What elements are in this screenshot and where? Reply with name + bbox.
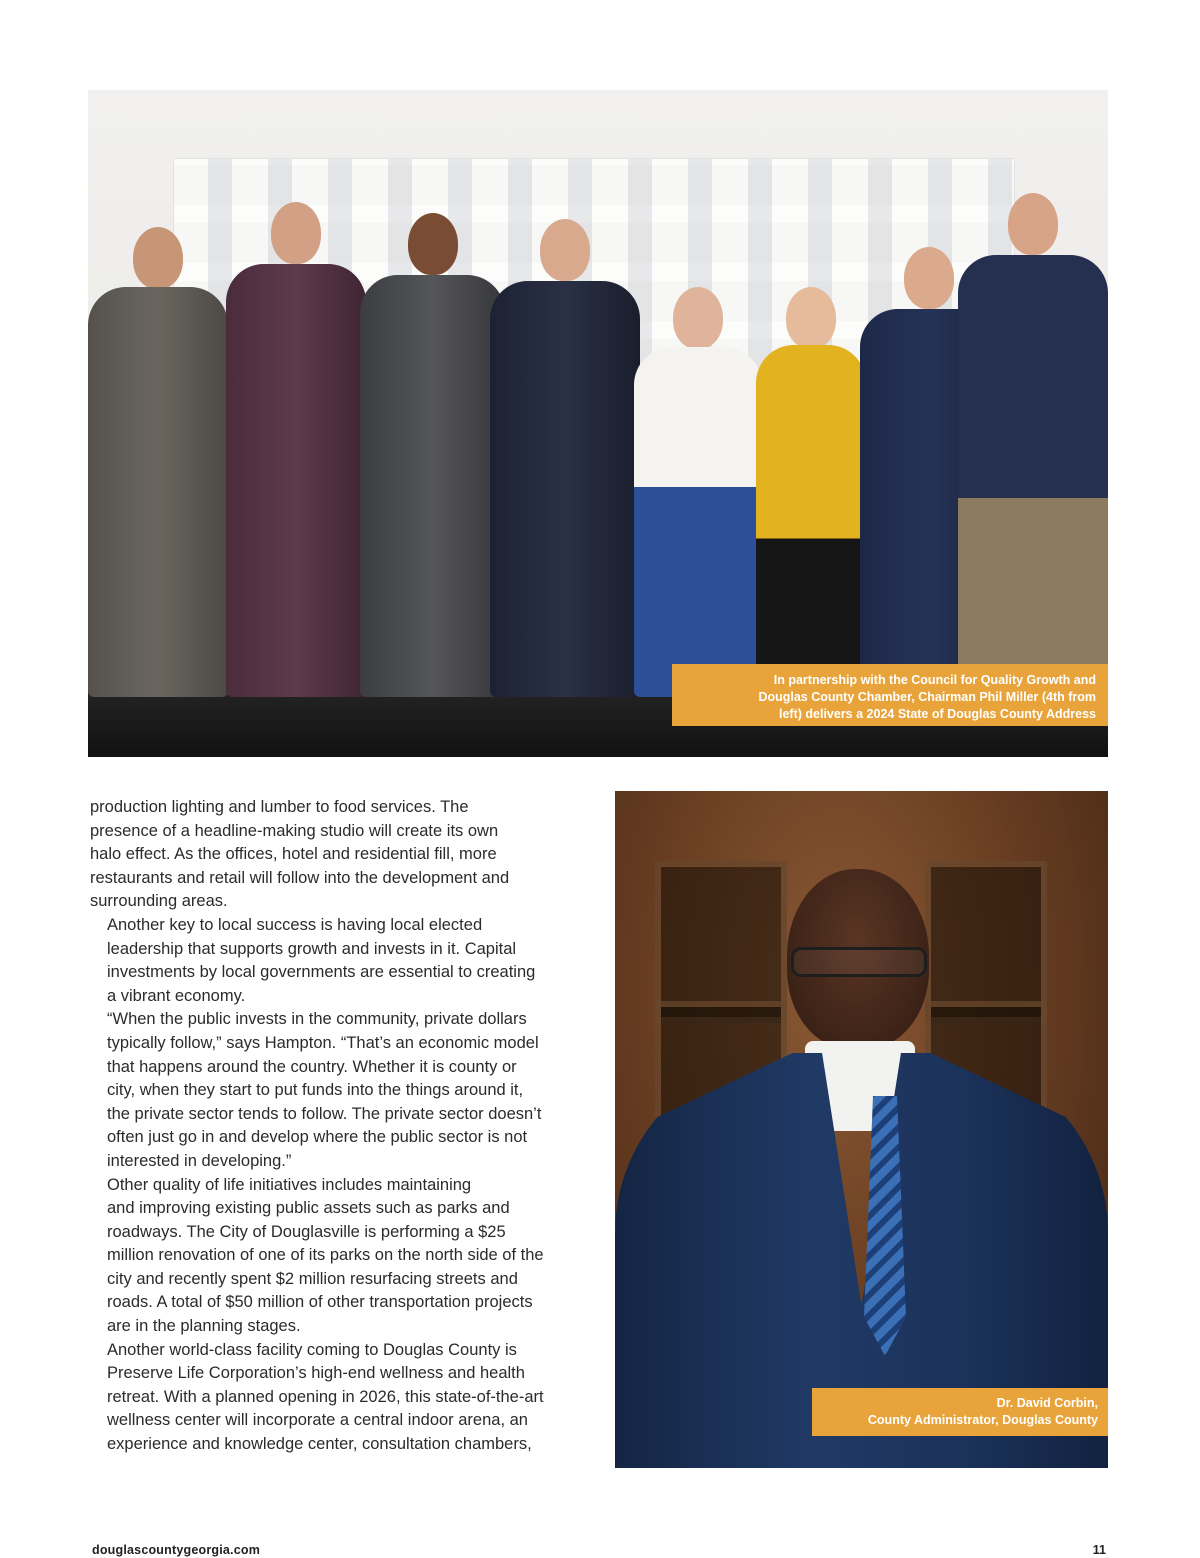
- text-line: Another key to local success is having local elected: [107, 915, 483, 934]
- article-body: [90, 796, 590, 1457]
- person-4-chairman: [490, 177, 640, 697]
- caption-line: left) delivers a 2024 State of Douglas County Address: [779, 707, 1096, 721]
- text-line: wellness center will incorporate a central indoor arena, an: [107, 1411, 528, 1430]
- paragraph: [90, 1174, 590, 1339]
- text-line: leadership that supports growth and invests in it. Capital: [107, 939, 517, 958]
- caption-line: Dr. David Corbin,: [996, 1396, 1098, 1410]
- text-line: often just go in and develop where the public sector is not: [107, 1128, 528, 1147]
- text-line: experience and knowledge center, consultation chambers,: [107, 1435, 532, 1454]
- text-line: a vibrant economy.: [107, 986, 246, 1005]
- text-line: city, when they start to put funds into the things around it,: [107, 1081, 524, 1100]
- text-line: and improving existing public assets such as parks and: [107, 1199, 510, 1218]
- paragraph: [90, 914, 590, 1008]
- paragraph: [90, 1008, 590, 1173]
- group-photo-caption: [672, 664, 1108, 726]
- text-line: investments by local governments are essential to creating: [107, 963, 536, 982]
- portrait-caption: [812, 1388, 1108, 1436]
- text-line: retreat. With a planned opening in 2026, this state-of-the-art: [107, 1387, 544, 1406]
- text-line: roads. A total of $50 million of other transportation projects: [107, 1293, 533, 1312]
- text-line: million renovation of one of its parks on the north side of the: [107, 1246, 544, 1265]
- person-6: [756, 227, 866, 697]
- person-2: [226, 172, 366, 697]
- caption-line: County Administrator, Douglas County: [867, 1413, 1098, 1427]
- person-3: [360, 177, 505, 697]
- background-window: [925, 861, 1047, 1023]
- text-line: halo effect. As the offices, hotel and residential fill, more: [90, 845, 497, 864]
- text-line: interested in developing.”: [107, 1151, 292, 1170]
- caption-line: Douglas County Chamber, Chairman Phil Miller (4th from: [758, 690, 1096, 704]
- text-line: Other quality of life initiatives includes maintaining: [107, 1175, 472, 1194]
- text-line: roadways. The City of Douglasville is performing a $25: [107, 1222, 506, 1241]
- text-line: production lighting and lumber to food services. The: [90, 798, 469, 816]
- portrait-photo: [615, 791, 1108, 1468]
- text-line: city and recently spent $2 million resurfacing streets and: [107, 1269, 518, 1288]
- text-line: surrounding areas.: [90, 892, 228, 911]
- paragraph: [90, 1339, 590, 1457]
- text-line: Another world-class facility coming to Douglas County is: [107, 1340, 517, 1359]
- text-line: “When the public invests in the community, private dollars: [107, 1010, 527, 1029]
- person-5: [634, 227, 762, 697]
- caption-line: In partnership with the Council for Quality Growth and: [773, 673, 1096, 687]
- person-1: [88, 187, 228, 697]
- text-line: typically follow,” says Hampton. “That’s an economic model: [107, 1033, 539, 1052]
- text-line: the private sector tends to follow. The private sector doesn’t: [107, 1104, 542, 1123]
- subject-glasses: [791, 947, 927, 977]
- footer-website: douglascountygeorgia.com: [92, 1543, 261, 1557]
- text-line: restaurants and retail will follow into the development and: [90, 868, 510, 887]
- group-photo: [88, 90, 1108, 757]
- text-line: Preserve Life Corporation’s high-end wellness and health: [107, 1364, 525, 1383]
- person-8: [958, 167, 1108, 697]
- background-window: [655, 861, 787, 1023]
- text-line: presence of a headline-making studio will create its own: [90, 821, 499, 840]
- paragraph: [90, 796, 590, 914]
- text-line: that happens around the country. Whether it is county or: [107, 1057, 517, 1076]
- page-number: 11: [1092, 1543, 1106, 1557]
- text-line: are in the planning stages.: [107, 1317, 301, 1336]
